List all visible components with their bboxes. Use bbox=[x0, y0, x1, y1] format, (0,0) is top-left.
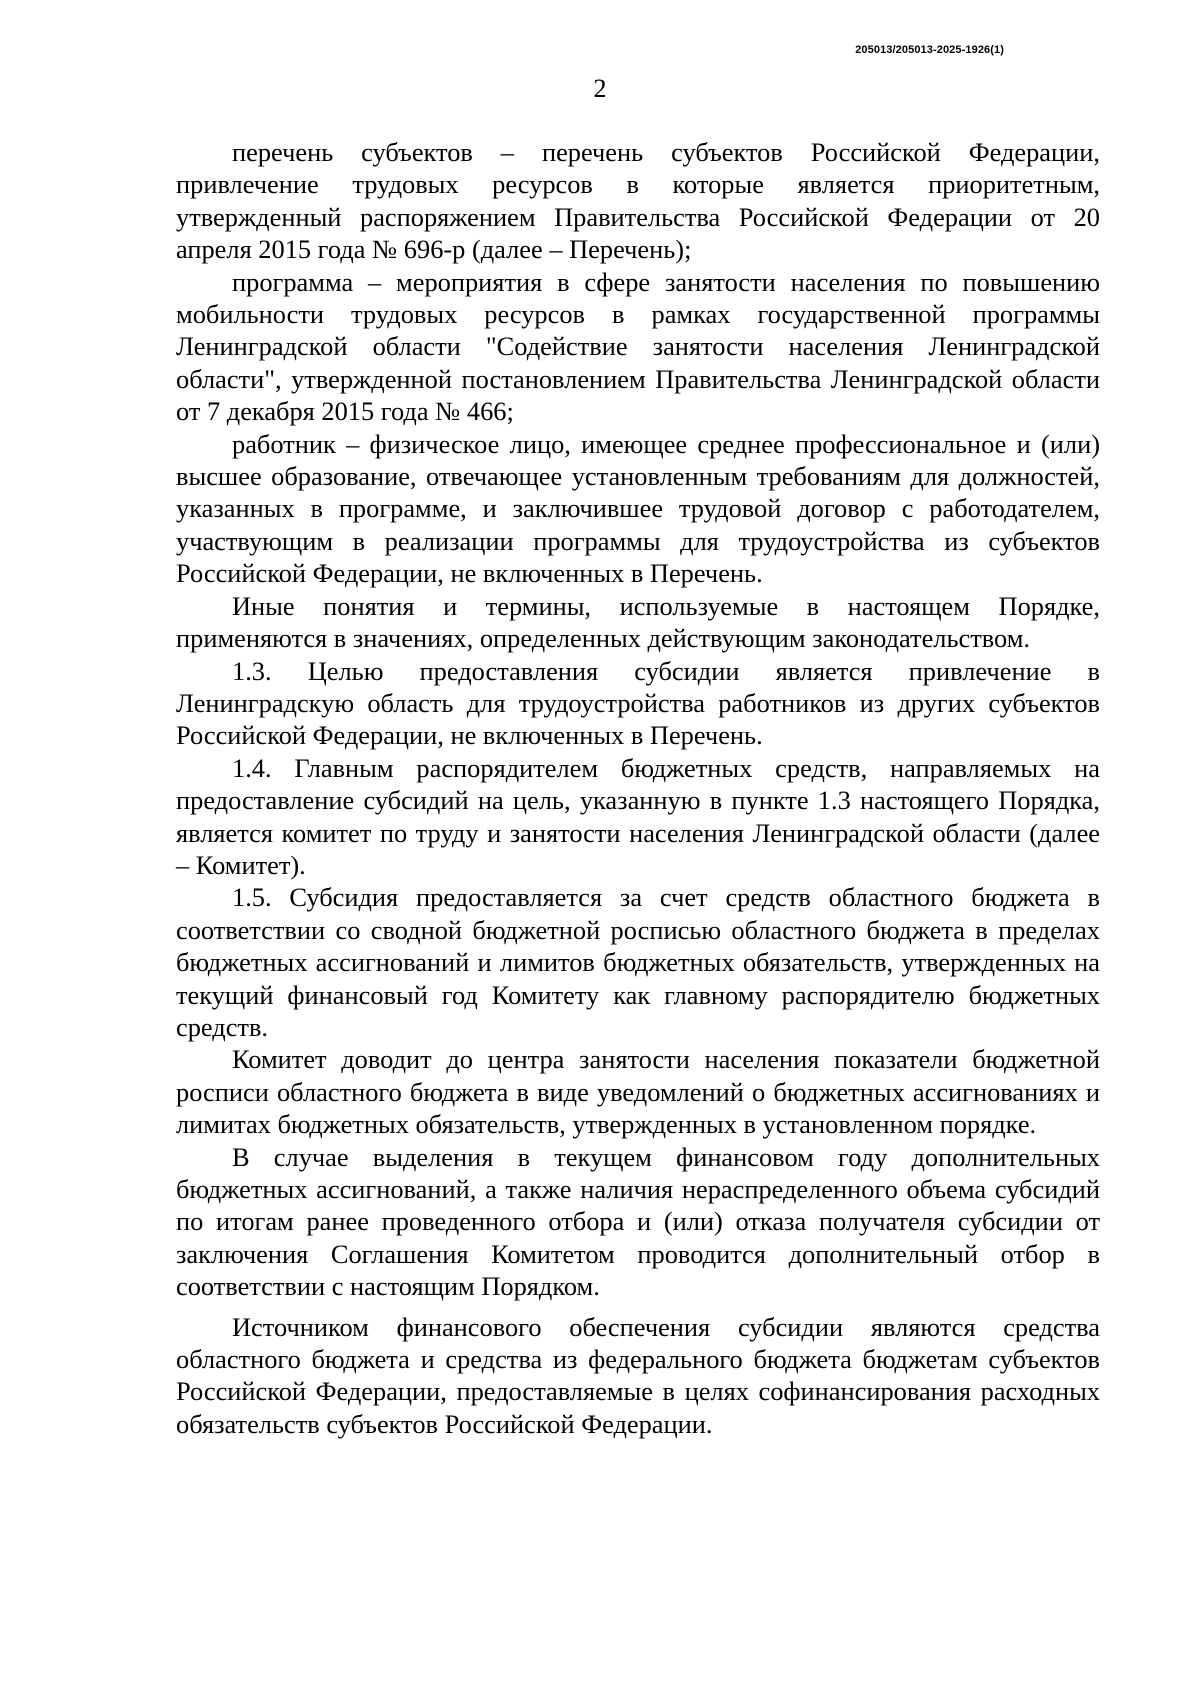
paragraph-other-terms: Иные понятия и термины, используемые в настоящем Порядке, применяются в значениях, определенных действующим законодательством. bbox=[176, 590, 1100, 654]
paragraph-1-5: 1.5. Субсидия предоставляется за счет средств областного бюджета в соответствии со сводной бюджетной росписью областного бюджета в пределах бюджетных ассигнований и лимитов бюджетных обязательств, утвержденных на текущий финансовый год Комитету как главному распорядителю бюджетных средств. bbox=[176, 882, 1100, 1042]
paragraph-definition-program: программа – мероприятия в сфере занятости населения по повышению мобильности трудовых ресурсов в рамках государственной программы Ленинградской области "Содействие занятости населения Ленинградской области", утвержденной постановлением Правительства Ленинградской области от 7 декабря 2015 года № 466; bbox=[176, 266, 1100, 427]
paragraph-additional-selection: В случае выделения в текущем финансовом году дополнительных бюджетных ассигнований, а также наличия нераспределенного объема субсидий по итогам ранее проведенного отбора и (или) отказа получателя субсидии от заключения Соглашения Комитетом проводится дополнительный отбор в соответствии с настоящим Порядком. bbox=[176, 1141, 1100, 1302]
paragraph-1-3: 1.3. Целью предоставления субсидии является привлечение в Ленинградскую область для трудоустройства работников из других субъектов Российской Федерации, не включенных в Перечень. bbox=[176, 655, 1100, 751]
document-body bbox=[176, 136, 1100, 1440]
paragraph-funding-source: Источником финансового обеспечения субсидии являются средства областного бюджета и средства из федерального бюджета бюджетам субъектов Российской Федерации, предоставляемые в целях софинансирования расходных обязательств субъектов Российской Федерации. bbox=[176, 1311, 1100, 1439]
paragraph-definition-worker: работник – физическое лицо, имеющее среднее профессиональное и (или) высшее образование, отвечающее установленным требованиям для должностей, указанных в программе, и заключившее трудовой договор с работодателем, участвующим в реализации программы для трудоустройства из субъектов Российской Федерации, не включенных в Перечень. bbox=[176, 428, 1100, 589]
document-id: 205013/205013-2025-1926(1) bbox=[855, 44, 1004, 56]
paragraph-1-4: 1.4. Главным распорядителем бюджетных средств, направляемых на предоставление субсидий на цель, указанную в пункте 1.3 настоящего Порядка, является комитет по труду и занятости населения Ленинградской области (далее – Комитет). bbox=[176, 752, 1100, 880]
paragraph-committee-notification: Комитет доводит до центра занятости населения показатели бюджетной росписи областного бюджета в виде уведомлений о бюджетных ассигнованиях и лимитах бюджетных обязательств, утвержденных в установленном порядке. bbox=[176, 1044, 1100, 1140]
paragraph-definition-subjects-list: перечень субъектов – перечень субъектов Российской Федерации, привлечение трудовых ресурсов в которые является приоритетным, утвержденный распоряжением Правительства Российской Федерации от 20 апреля 2015 года № 696-р (далее – Перечень); bbox=[176, 137, 1100, 265]
page-number: 2 bbox=[593, 74, 607, 103]
